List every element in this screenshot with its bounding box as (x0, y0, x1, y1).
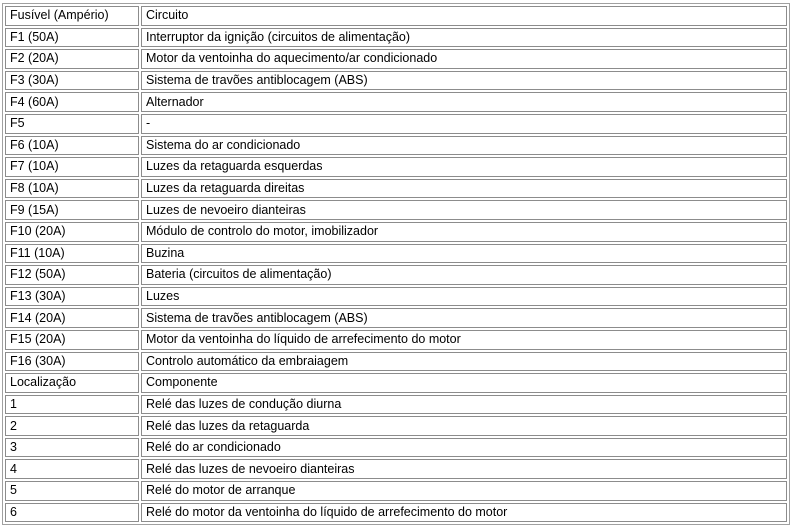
table-row (5, 222, 787, 242)
table-cell: F9 (15A) (5, 200, 139, 220)
table-cell: Buzina (141, 244, 787, 264)
table-header-row (5, 373, 787, 393)
table-cell: Componente (141, 373, 787, 393)
table-cell: Alternador (141, 92, 787, 112)
table-row (5, 179, 787, 199)
table-row (5, 157, 787, 177)
table-cell: Interruptor da ignição (circuitos de alimentação) (141, 28, 787, 48)
table-cell: 3 (5, 438, 139, 458)
table-row (5, 395, 787, 415)
table-cell: Sistema de travões antiblocagem (ABS) (141, 71, 787, 91)
table-row (5, 416, 787, 436)
table-cell: 1 (5, 395, 139, 415)
table-cell: 5 (5, 481, 139, 501)
table-cell: F6 (10A) (5, 136, 139, 156)
fuse-table (2, 3, 790, 525)
table-cell: F7 (10A) (5, 157, 139, 177)
table-cell: Luzes da retaguarda esquerdas (141, 157, 787, 177)
table-cell: Localização (5, 373, 139, 393)
table-row (5, 438, 787, 458)
table-cell: Relé das luzes de nevoeiro dianteiras (141, 459, 787, 479)
table-cell: Sistema do ar condicionado (141, 136, 787, 156)
table-cell: Relé das luzes de condução diurna (141, 395, 787, 415)
table-cell: 4 (5, 459, 139, 479)
table-cell: F11 (10A) (5, 244, 139, 264)
table-cell: Luzes da retaguarda direitas (141, 179, 787, 199)
table-cell: Módulo de controlo do motor, imobilizador (141, 222, 787, 242)
table-cell: 2 (5, 416, 139, 436)
table-cell: F13 (30A) (5, 287, 139, 307)
table-cell: F10 (20A) (5, 222, 139, 242)
table-row (5, 244, 787, 264)
table-row (5, 352, 787, 372)
table-cell: Luzes (141, 287, 787, 307)
table-cell: F16 (30A) (5, 352, 139, 372)
table-row (5, 28, 787, 48)
table-cell: F15 (20A) (5, 330, 139, 350)
table-row (5, 92, 787, 112)
table-row (5, 200, 787, 220)
table-cell: F4 (60A) (5, 92, 139, 112)
table-cell: Controlo automático da embraiagem (141, 352, 787, 372)
table-cell: F12 (50A) (5, 265, 139, 285)
table-cell: F1 (50A) (5, 28, 139, 48)
table-row (5, 71, 787, 91)
table-row (5, 265, 787, 285)
table-cell: Motor da ventoinha do líquido de arrefecimento do motor (141, 330, 787, 350)
table-row (5, 49, 787, 69)
table-row (5, 503, 787, 523)
table-cell: F3 (30A) (5, 71, 139, 91)
table-cell: Relé do motor da ventoinha do líquido de arrefecimento do motor (141, 503, 787, 523)
table-cell: Sistema de travões antiblocagem (ABS) (141, 308, 787, 328)
table-cell: F5 (5, 114, 139, 134)
table-cell: F8 (10A) (5, 179, 139, 199)
table-cell: F14 (20A) (5, 308, 139, 328)
table-cell: - (141, 114, 787, 134)
table-cell: Circuito (141, 6, 787, 26)
table-row (5, 330, 787, 350)
table-cell: Luzes de nevoeiro dianteiras (141, 200, 787, 220)
table-cell: Bateria (circuitos de alimentação) (141, 265, 787, 285)
fuse-table-body (5, 6, 787, 522)
table-cell: Fusível (Ampério) (5, 6, 139, 26)
table-cell: 6 (5, 503, 139, 523)
table-row (5, 308, 787, 328)
table-cell: Relé do motor de arranque (141, 481, 787, 501)
table-row (5, 481, 787, 501)
table-row (5, 114, 787, 134)
table-row (5, 136, 787, 156)
table-cell: Relé das luzes da retaguarda (141, 416, 787, 436)
table-cell: Relé do ar condicionado (141, 438, 787, 458)
table-cell: Motor da ventoinha do aquecimento/ar condicionado (141, 49, 787, 69)
table-header-row (5, 6, 787, 26)
table-row (5, 459, 787, 479)
table-cell: F2 (20A) (5, 49, 139, 69)
table-row (5, 287, 787, 307)
